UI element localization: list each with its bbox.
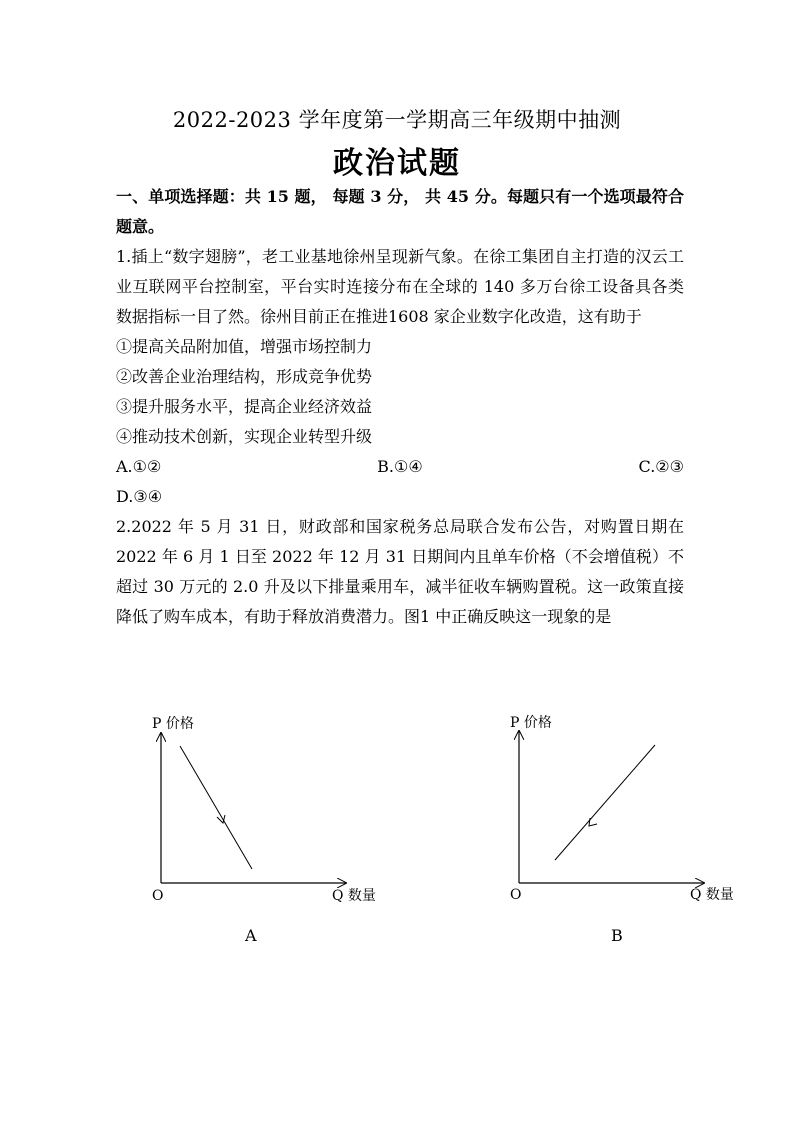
question-2-stem: 2.2022 年 5 月 31 日，财政部和国家税务总局联合发布公告，对购置日期在 2022 年 6 月 1 日至 2022 年 12 月 31 日期间内且单车价格（不会增值税）不超过 30 万元的 2.0 升及以下排量乘用车，减半征收车辆购置税。这一政策直接降低了购车成本，有助于释放消费潜力。图1 中正确反映这一现象的是 bbox=[116, 517, 684, 626]
choice-d[interactable]: D.③④ bbox=[116, 487, 163, 506]
graph-a-y-label: P 价格 bbox=[152, 716, 194, 732]
section-heading: 一、单项选择题：共 15 题， 每题 3 分， 共 45 分。每题只有一个选项最符合题意。 bbox=[116, 187, 684, 236]
graph-a bbox=[152, 715, 376, 945]
graph-b bbox=[510, 714, 734, 945]
choice-a[interactable]: A.①② bbox=[116, 457, 162, 476]
graph-a-caption: A bbox=[245, 926, 257, 945]
question-1-statement-2: ②改善企业治理结构，形成竞争优势 bbox=[116, 367, 373, 386]
graph-b-arrow-icon bbox=[589, 818, 597, 826]
choice-b[interactable]: B.①④ bbox=[377, 457, 423, 476]
graph-b-x-label: Q 数量 bbox=[690, 887, 734, 903]
exam-subtitle: 2022-2023 学年度第一学期高三年级期中抽测 bbox=[172, 108, 622, 132]
graph-a-x-label: Q 数量 bbox=[332, 888, 376, 904]
graph-b-supply-line bbox=[555, 745, 655, 860]
question-1-statement-3: ③提升服务水平，提高企业经济效益 bbox=[116, 397, 373, 416]
graph-b-caption: B bbox=[611, 926, 623, 945]
graph-a-demand-line bbox=[180, 746, 252, 869]
graph-a-origin-label: O bbox=[152, 888, 164, 904]
question-1-statement-4: ④推动技术创新，实现企业转型升级 bbox=[116, 427, 373, 446]
question-1-stem: 1.插上“数字翅膀”，老工业基地徐州呈现新气象。在徐工集团自主打造的汉云工业互联网平台控制室，平台实时连接分布在全球的 140 多万台徐工设备具各类数据指标一目了然。徐州目前正在推进1608 家企业数字化改造，这有助于 bbox=[116, 247, 684, 326]
choice-c[interactable]: C.②③ bbox=[638, 457, 684, 476]
graph-b-y-label: P 价格 bbox=[510, 715, 552, 731]
question-1-statement-1: ①提高关品附加值，增强市场控制力 bbox=[116, 337, 373, 356]
exam-title: 政治试题 bbox=[333, 146, 461, 181]
graph-b-origin-label: O bbox=[510, 887, 522, 903]
